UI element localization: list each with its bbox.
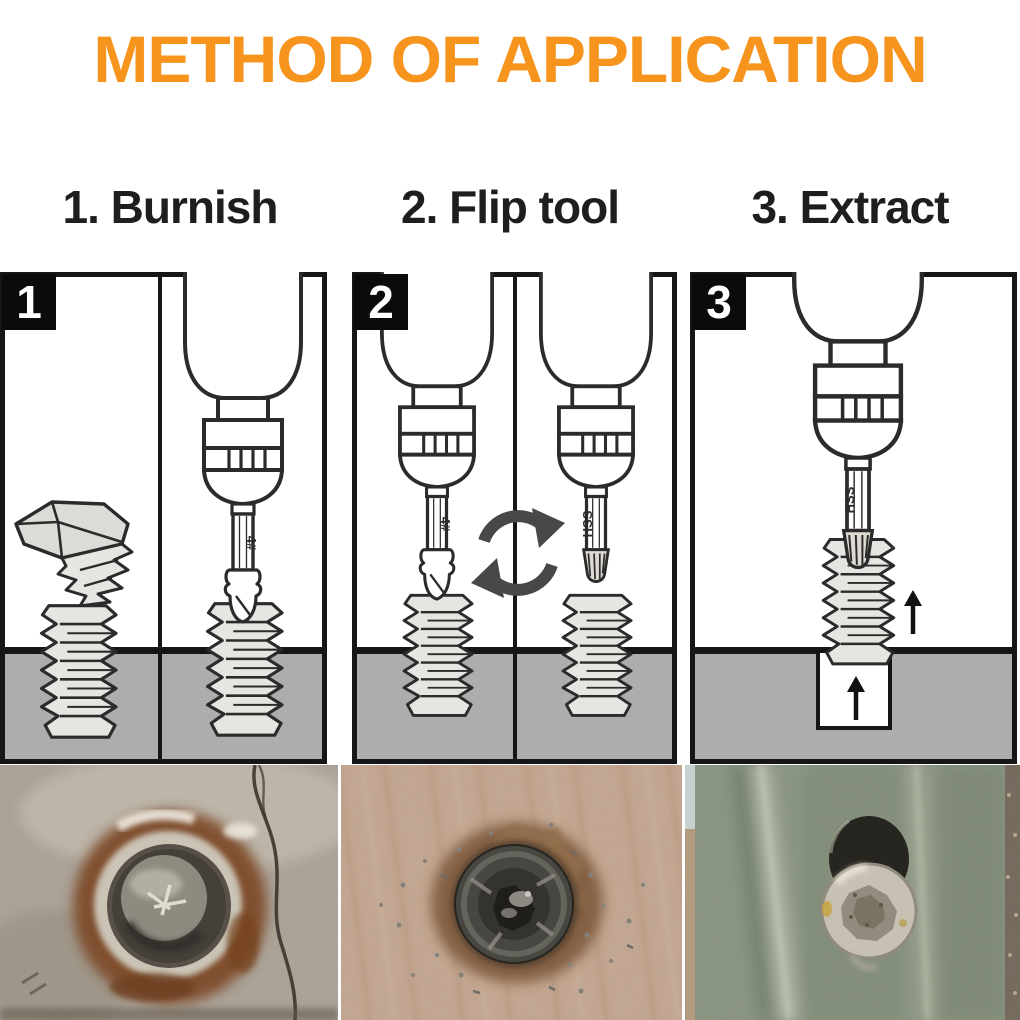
step-labels-row bbox=[0, 180, 1020, 234]
step-label-extract: 3. Extract bbox=[751, 181, 949, 233]
photo-rusted-screw-concrete bbox=[0, 765, 338, 1020]
bit-label: HSS bbox=[580, 510, 595, 538]
sub-panel-divider bbox=[158, 277, 162, 759]
example-photos-row bbox=[0, 765, 1020, 1020]
step-label-burnish: 1. Burnish bbox=[62, 181, 278, 233]
step-badge-number: 2 bbox=[368, 276, 394, 328]
photo-screw-green-metal bbox=[685, 765, 1020, 1020]
step-badge bbox=[2, 274, 56, 330]
bit-label: 4# bbox=[244, 535, 259, 551]
panel-step-1-burnish bbox=[0, 272, 327, 764]
extractor-bit-icon bbox=[584, 550, 609, 582]
panel-step-3-extract bbox=[690, 272, 1017, 764]
page-title: METHOD OF APPLICATION bbox=[93, 22, 927, 96]
step-badge-number: 1 bbox=[16, 276, 42, 328]
step-label-flip-tool: 2. Flip tool bbox=[401, 181, 619, 233]
bit-label: 4# bbox=[438, 516, 453, 532]
extractor-bit-icon bbox=[844, 531, 873, 568]
step-badge-number: 3 bbox=[706, 276, 732, 328]
photo-screw-in-wood-shavings bbox=[341, 765, 682, 1020]
bit-label: HSS bbox=[842, 486, 857, 514]
step-badge bbox=[692, 274, 746, 330]
instruction-panels-row bbox=[0, 272, 1020, 764]
step-badge bbox=[354, 274, 408, 330]
panel-step-2-flip-tool bbox=[352, 272, 677, 764]
